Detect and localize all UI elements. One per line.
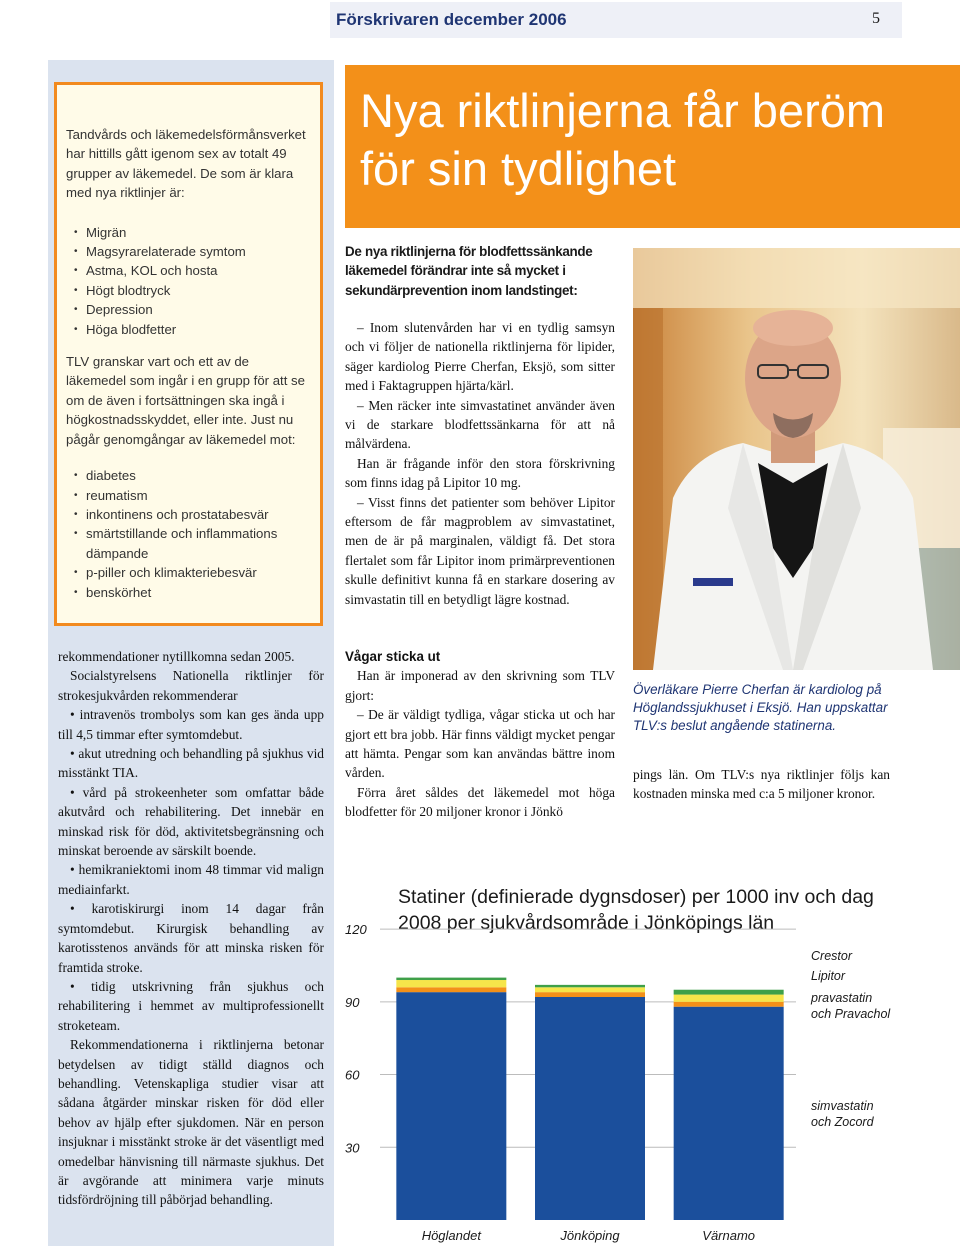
bullet-paragraph: • akut utredning och behandling på sjukhus vid misstänkt TIA. <box>58 746 324 781</box>
x-tick-label: Värnamo <box>702 1228 756 1243</box>
publication-title: Förskrivaren december 2006 <box>336 10 567 29</box>
paragraph: – Men räcker inte simvastatinet använder även vi de starkare blodfettssänkarna för att nå målvärdena. <box>345 397 615 452</box>
paragraph: rekommendationer nytillkomna sedan 2005. <box>58 649 295 664</box>
page-number: 5 <box>872 10 880 27</box>
bullet-paragraph: • vård på strokeenheter som omfattar både akutvård och rehabilitering. Det innebär en minskad risk för död, aktivitetsbegränsning och minskat beroende av särskilt boende. <box>58 784 324 859</box>
bar-segment <box>535 997 645 1220</box>
x-tick-label: Höglandet <box>421 1228 481 1243</box>
list-item: • inkontinens och prostatabesvär <box>66 505 306 524</box>
paragraph: Socialstyrelsens Nationella riktlinjer för strokesjukvården rekommenderar <box>58 668 324 703</box>
bullet-paragraph: • karotiskirurgi inom 14 dagar från symtomdebut. Kirurgisk behandling av karotisstenos används för att minska risken för framtida stroke. <box>58 901 324 975</box>
bar-segment <box>535 987 645 992</box>
paragraph: – De är väldigt tydliga, vågar sticka ut och har gjort ett bra jobb. Här finns väldigt mycket pengar att hämta. Pengar som kan användas bättre inom vården. <box>345 707 615 781</box>
bar-segment <box>535 992 645 997</box>
bullet-paragraph: • hemikraniektomi inom 48 timmar vid malign mediainfarkt. <box>58 862 324 897</box>
list-item: • Högt blodtryck <box>66 281 306 300</box>
article-body-1 <box>345 318 615 609</box>
list-item: • smärtstillande och inflammations dämpande <box>66 524 306 563</box>
bar-segment <box>674 1007 784 1220</box>
section-subhead: Vågar sticka ut <box>345 649 441 664</box>
chart-title: Statiner (definierade dygnsdoser) per 1000 inv och dag 2008 per sjukvårdsområde i Jönköpings län <box>398 886 874 934</box>
paragraph: Rekommendationerna i riktlinjerna betonar betydelsen av tidigt ställd diagnos och behandling. Vetenskapliga studier visar att sådana åtgärder minskar risken för död eller behov av hjälp efter sjukdomen. När en person insjuknar i misstänkt stroke är det väsentligt med omedelbar hänvisning till närmaste sjukhus. Det är avgörande att minimera varje minuts tidsfördröjning till påbörjad behandling. <box>58 1037 324 1208</box>
completed-groups-list <box>66 223 306 339</box>
list-item: • reumatism <box>66 486 306 505</box>
y-tick-label: 60 <box>345 1067 360 1083</box>
list-item: • Astma, KOL och hosta <box>66 261 306 280</box>
bar-segment <box>674 1002 784 1007</box>
list-item: • diabetes <box>66 466 306 485</box>
list-item: • Magsyrarelaterade symtom <box>66 242 306 261</box>
list-item: • p-piller och klimakteriebesvär <box>66 563 306 582</box>
list-item: • Migrän <box>66 223 306 242</box>
bar-segment <box>535 985 645 987</box>
x-tick-label: Jönköping <box>560 1228 620 1243</box>
paragraph: Han är frågande inför den stora förskrivning som finns idag på Lipitor 10 mg. <box>345 455 615 491</box>
bar-segment <box>396 980 506 987</box>
y-tick-label: 120 <box>345 922 367 938</box>
ongoing-groups-list <box>66 466 306 602</box>
bar-segment <box>674 990 784 995</box>
legend-label: Lipitor <box>811 969 846 983</box>
y-tick-label: 30 <box>345 1140 360 1156</box>
paragraph: – Visst finns det patienter som behöver Lipitor eftersom de får magproblem av simvastatinet, men de är på marginalen, väldigt få. Det stora flertalet som får Lipitor inom primärpreventionen skulle definitivt kunna få en starkare dosering av simvastatin till en betydligt lägre kostnad. <box>345 494 615 607</box>
legend-label: simvastatin och Zocord <box>811 1099 874 1129</box>
paragraph: – Inom slutenvården har vi en tydlig samsyn och vi följer de nationella riktlinjerna för lipider, säger kardiolog Pierre Cherfan, Eksjö, som sitter med i Faktagruppen hjärta/kärl. <box>345 320 615 394</box>
legend-label: pravastatin och Pravachol <box>811 991 891 1021</box>
fact-box <box>54 82 323 626</box>
fact-mid: TLV granskar vart och ett av de läkemedel som ingår i en grupp för att se om de även i fortsättningen ska ingå i högkostnadsskyddet, eller inte. Just nu pågår genomgångar av läkemedel mot: <box>66 354 305 447</box>
bar-segment <box>396 978 506 980</box>
article-lead: De nya riktlinjerna för blodfettssänkande läkemedel förändrar inte så mycket i sekundärprevention inom landstinget: <box>345 244 593 298</box>
bullet-paragraph: • tidig utskrivning från sjukhus och rehabilitering i hemmet av multiprofessionellt stroketeam. <box>58 978 324 1033</box>
paragraph: Förra året såldes det läkemedel mot höga blodfetter för 20 miljoner kronor i Jönkö <box>345 784 615 820</box>
list-item: • Depression <box>66 300 306 319</box>
photo-caption: Överläkare Pierre Cherfan är kardiolog på Höglandssjukhuset i Eksjö. Han uppskattar TLV:s beslut angående statinerna. <box>633 682 888 733</box>
article-title: Nya riktlinjerna får beröm för sin tydlighet <box>360 84 886 195</box>
fact-intro: Tandvårds och läkemedelsförmånsverket har hittills gått igenom sex av totalt 49 grupper av läkemedel. De som är klara med nya riktlinjer är: <box>66 127 306 201</box>
list-item: • benskörhet <box>66 583 306 602</box>
statin-chart <box>340 900 920 1246</box>
legend-label: Crestor <box>811 949 852 963</box>
bullet-paragraph: • intravenös trombolys som kan ges ända upp till 4,5 timmar efter symtomdebut. <box>58 707 324 742</box>
left-article <box>58 647 324 1210</box>
bar-segment <box>674 995 784 1002</box>
doctor-photo <box>633 248 960 670</box>
paragraph-continuation: pings län. Om TLV:s nya riktlinjer följs kan kostnaden minska med c:a 5 miljoner kronor. <box>633 767 890 802</box>
bar-segment <box>396 987 506 992</box>
article-body-3 <box>633 765 890 804</box>
paragraph: Han är imponerad av den skrivning som TLV gjort: <box>345 668 615 703</box>
article-body-2 <box>345 647 615 822</box>
y-tick-label: 90 <box>345 994 360 1010</box>
bar-segment <box>396 992 506 1220</box>
list-item: • Höga blodfetter <box>66 320 306 339</box>
